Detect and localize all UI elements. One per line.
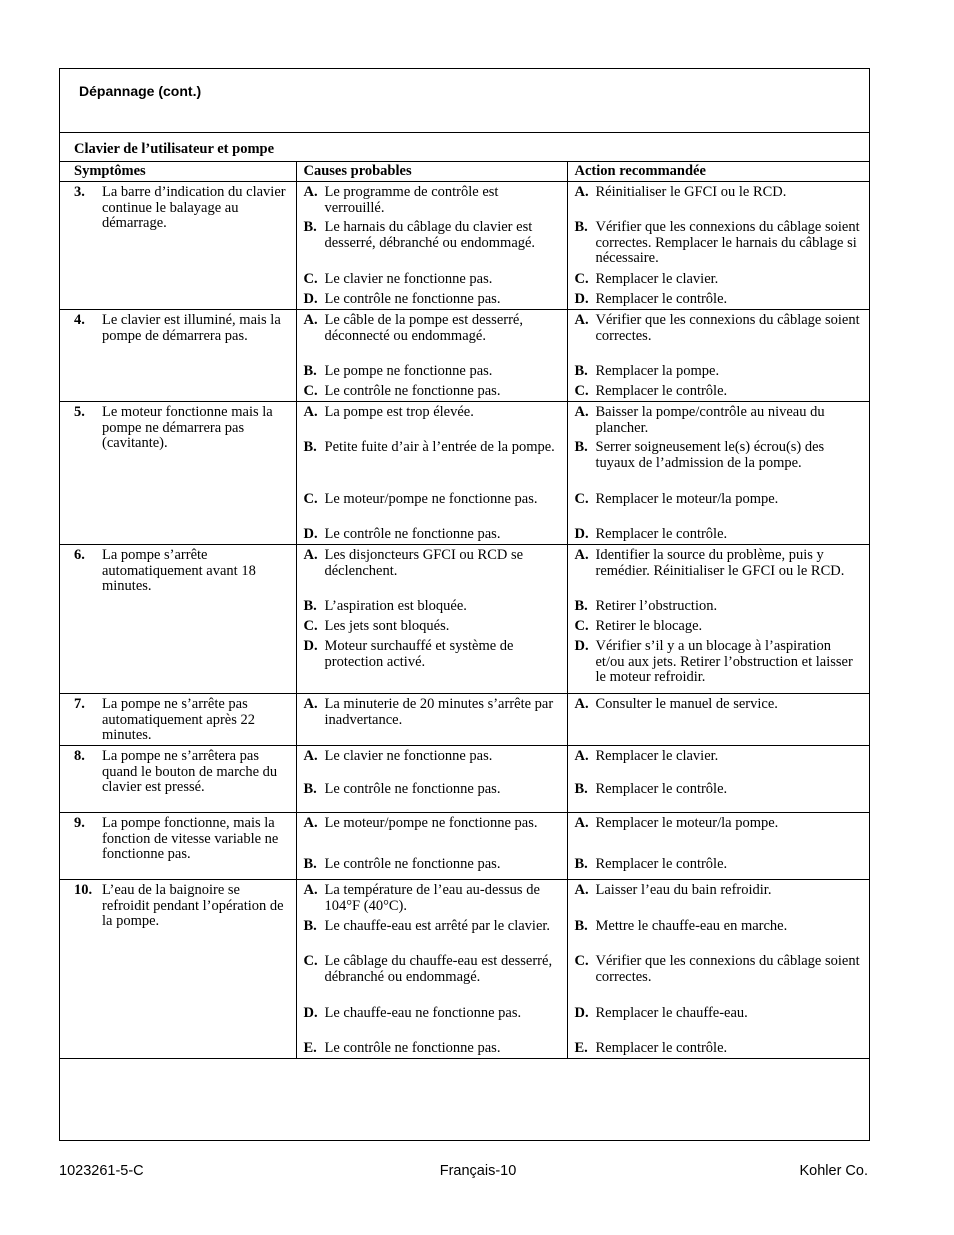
action-item xyxy=(568,545,870,596)
page-number: Français-10 xyxy=(439,1163,517,1179)
cause-item xyxy=(297,182,567,217)
column-header: Causes probables xyxy=(296,162,567,182)
actions-cell xyxy=(567,746,869,813)
item-text: Le pompe ne fonctionne pas. xyxy=(324,363,493,379)
symptom-cell xyxy=(60,694,296,746)
item-text: Le contrôle ne fonctionne pas. xyxy=(324,856,501,872)
action-item xyxy=(568,1003,870,1038)
item-letter: C. xyxy=(303,271,318,287)
item-letter: B. xyxy=(303,219,317,235)
table-row xyxy=(60,402,869,545)
action-item xyxy=(568,489,870,524)
item-text: Le contrôle ne fonctionne pas. xyxy=(324,781,501,797)
actions-cell xyxy=(567,813,869,880)
cause-item xyxy=(297,402,567,437)
causes-cell xyxy=(296,813,567,880)
item-letter: A. xyxy=(303,184,318,200)
item-text: Serrer soigneusement le(s) écrou(s) des tuyaux de l’admission de la pompe. xyxy=(595,439,825,471)
actions-cell xyxy=(567,545,869,694)
row-number: 8. xyxy=(74,748,85,764)
item-text: Le moteur/pompe ne fonctionne pas. xyxy=(324,815,538,831)
symptom-cell xyxy=(60,746,296,813)
item-text: Le câble de la pompe est desserré, déconnecté ou endommagé. xyxy=(324,312,523,344)
row-number: 7. xyxy=(74,696,85,712)
section-title: Clavier de l’utilisateur et pompe xyxy=(74,141,275,157)
item-text: La température de l’eau au-dessus de 104°F (40°C). xyxy=(324,882,540,914)
actions-cell xyxy=(567,182,869,310)
item-letter: B. xyxy=(574,439,588,455)
cause-item xyxy=(297,524,567,544)
action-item xyxy=(568,289,870,309)
item-letter: D. xyxy=(574,526,589,542)
action-item xyxy=(568,361,870,381)
item-letter: A. xyxy=(303,696,318,712)
action-item xyxy=(568,854,870,879)
item-text: Remplacer le chauffe-eau. xyxy=(595,1005,748,1021)
action-item xyxy=(568,916,870,951)
cause-item xyxy=(297,854,567,879)
item-text: Mettre le chauffe-eau en marche. xyxy=(595,918,788,934)
cause-item xyxy=(297,916,567,951)
item-text: L’aspiration est bloquée. xyxy=(324,598,467,614)
item-letter: B. xyxy=(303,439,317,455)
item-text: Remplacer le contrôle. xyxy=(595,526,728,542)
cause-item xyxy=(297,951,567,1003)
item-letter: A. xyxy=(574,404,589,420)
cause-item xyxy=(297,381,567,401)
actions-cell xyxy=(567,310,869,402)
symptom-text: L’eau de la baignoire se refroidit pendant l’opération de la pompe. xyxy=(102,882,284,929)
cause-item xyxy=(297,746,567,779)
cause-item xyxy=(297,489,567,524)
item-letter: C. xyxy=(574,383,589,399)
symptom-text: Le clavier est illuminé, mais la pompe de démarrera pas. xyxy=(102,312,281,344)
item-letter: C. xyxy=(574,618,589,634)
action-item xyxy=(568,746,870,779)
symptom-cell xyxy=(60,880,296,1059)
symptom-text: La pompe s’arrête automatiquement avant 18 minutes. xyxy=(102,547,256,594)
table-row xyxy=(60,880,869,1059)
action-item xyxy=(568,182,870,217)
item-letter: A. xyxy=(574,312,589,328)
troubleshooting-table xyxy=(60,161,869,1059)
item-text: La minuterie de 20 minutes s’arrête par inadvertance. xyxy=(324,696,554,728)
cause-item xyxy=(297,636,567,693)
table-row xyxy=(60,310,869,402)
item-text: Vérifier que les connexions du câblage soient correctes. xyxy=(595,953,860,985)
company-name: Kohler Co. xyxy=(799,1163,868,1179)
actions-cell xyxy=(567,402,869,545)
table-header-row xyxy=(60,162,869,182)
symptom-cell xyxy=(60,402,296,545)
item-letter: B. xyxy=(574,856,588,872)
item-letter: B. xyxy=(303,918,317,934)
item-text: Réinitialiser le GFCI ou le RCD. xyxy=(595,184,787,200)
row-number: 3. xyxy=(74,184,85,200)
action-item xyxy=(568,779,870,812)
item-letter: B. xyxy=(574,363,588,379)
item-letter: C. xyxy=(303,618,318,634)
item-letter: C. xyxy=(303,383,318,399)
item-letter: B. xyxy=(303,598,317,614)
item-text: Le contrôle ne fonctionne pas. xyxy=(324,383,501,399)
symptom-text: La pompe ne s’arrête pas automatiquement après 22 minutes. xyxy=(102,696,256,743)
column-header: Action recommandée xyxy=(567,162,869,182)
action-item xyxy=(568,381,870,401)
row-number: 9. xyxy=(74,815,85,831)
symptom-text: La barre d’indication du clavier continue le balayage au démarrage. xyxy=(102,184,286,231)
item-text: Remplacer le moteur/la pompe. xyxy=(595,815,779,831)
causes-cell xyxy=(296,310,567,402)
column-header: Symptômes xyxy=(60,162,296,182)
action-item xyxy=(568,694,870,745)
item-text: La pompe est trop élevée. xyxy=(324,404,474,420)
row-number: 6. xyxy=(74,547,85,563)
cause-item xyxy=(297,310,567,361)
item-text: Les jets sont bloqués. xyxy=(324,618,450,634)
action-item xyxy=(568,880,870,916)
cause-item xyxy=(297,545,567,596)
item-letter: A. xyxy=(303,404,318,420)
action-item xyxy=(568,402,870,437)
action-item xyxy=(568,813,870,854)
item-text: Le clavier ne fonctionne pas. xyxy=(324,271,493,287)
causes-cell xyxy=(296,880,567,1059)
action-item xyxy=(568,1038,870,1058)
action-item xyxy=(568,269,870,289)
item-letter: A. xyxy=(574,815,589,831)
actions-cell xyxy=(567,880,869,1059)
item-text: Le programme de contrôle est verrouillé. xyxy=(324,184,499,216)
item-letter: B. xyxy=(303,781,317,797)
action-item xyxy=(568,616,870,636)
item-text: Le contrôle ne fonctionne pas. xyxy=(324,291,501,307)
table-row xyxy=(60,182,869,310)
item-letter: B. xyxy=(303,856,317,872)
cause-item xyxy=(297,361,567,381)
item-text: Identifier la source du problème, puis y remédier. Réinitialiser le GFCI ou le RCD. xyxy=(595,547,845,579)
table-row xyxy=(60,694,869,746)
symptom-cell xyxy=(60,310,296,402)
row-number: 5. xyxy=(74,404,85,420)
item-text: Vérifier s’il y a un blocage à l’aspiration et/ou aux jets. Retirer l’obstruction et laisser le moteur refroidir. xyxy=(595,638,853,685)
item-letter: C. xyxy=(574,491,589,507)
item-text: Remplacer le contrôle. xyxy=(595,856,728,872)
item-text: Remplacer le contrôle. xyxy=(595,291,728,307)
item-text: Retirer l’obstruction. xyxy=(595,598,718,614)
item-letter: D. xyxy=(574,638,589,654)
cause-item xyxy=(297,616,567,636)
item-letter: A. xyxy=(574,696,589,712)
divider xyxy=(60,132,869,133)
item-letter: D. xyxy=(303,1005,318,1021)
item-letter: B. xyxy=(574,219,588,235)
causes-cell xyxy=(296,402,567,545)
item-text: Le chauffe-eau est arrêté par le clavier. xyxy=(324,918,551,934)
item-letter: A. xyxy=(303,815,318,831)
item-letter: E. xyxy=(574,1040,588,1056)
document-number: 1023261-5-C xyxy=(59,1163,144,1179)
row-number: 10. xyxy=(74,882,93,898)
item-letter: D. xyxy=(574,1005,589,1021)
page-title: Dépannage (cont.) xyxy=(79,83,202,99)
item-text: Remplacer la pompe. xyxy=(595,363,720,379)
action-item xyxy=(568,310,870,361)
symptom-cell xyxy=(60,182,296,310)
cause-item xyxy=(297,217,567,269)
item-text: Vérifier que les connexions du câblage soient correctes. xyxy=(595,312,860,344)
cause-item xyxy=(297,1003,567,1038)
symptom-text: La pompe ne s’arrêtera pas quand le bouton de marche du clavier est pressé. xyxy=(102,748,278,795)
item-text: Consulter le manuel de service. xyxy=(595,696,778,712)
symptom-cell xyxy=(60,813,296,880)
item-letter: D. xyxy=(303,526,318,542)
item-text: Moteur surchauffé et système de protection activé. xyxy=(324,638,514,670)
causes-cell xyxy=(296,182,567,310)
cause-item xyxy=(297,813,567,854)
cause-item xyxy=(297,694,567,745)
item-letter: B. xyxy=(574,918,588,934)
item-letter: C. xyxy=(303,491,318,507)
item-letter: C. xyxy=(574,953,589,969)
item-letter: E. xyxy=(303,1040,317,1056)
cause-item xyxy=(297,437,567,489)
action-item xyxy=(568,636,870,693)
item-letter: A. xyxy=(574,184,589,200)
cause-item xyxy=(297,289,567,309)
item-text: Le contrôle ne fonctionne pas. xyxy=(324,526,501,542)
cause-item xyxy=(297,596,567,616)
item-letter: C. xyxy=(303,953,318,969)
action-item xyxy=(568,437,870,489)
item-letter: D. xyxy=(303,291,318,307)
item-text: Vérifier que les connexions du câblage soient correctes. Remplacer le harnais du câblage si nécessaire. xyxy=(595,219,860,266)
symptom-text: Le moteur fonctionne mais la pompe ne démarrera pas (cavitante). xyxy=(102,404,273,451)
item-letter: A. xyxy=(303,882,318,898)
item-text: Remplacer le moteur/la pompe. xyxy=(595,491,779,507)
item-text: Le moteur/pompe ne fonctionne pas. xyxy=(324,491,538,507)
item-text: Remplacer le clavier. xyxy=(595,748,719,764)
item-text: Retirer le blocage. xyxy=(595,618,703,634)
item-letter: D. xyxy=(574,291,589,307)
item-text: Les disjoncteurs GFCI ou RCD se déclenchent. xyxy=(324,547,524,579)
item-text: Petite fuite d’air à l’entrée de la pompe. xyxy=(324,439,555,455)
item-text: Remplacer le contrôle. xyxy=(595,383,728,399)
cause-item xyxy=(297,1038,567,1058)
causes-cell xyxy=(296,694,567,746)
item-text: Le câblage du chauffe-eau est desserré, débranché ou endommagé. xyxy=(324,953,553,985)
item-letter: B. xyxy=(574,781,588,797)
causes-cell xyxy=(296,746,567,813)
cause-item xyxy=(297,779,567,812)
item-text: Remplacer le contrôle. xyxy=(595,781,728,797)
action-item xyxy=(568,596,870,616)
troubleshooting-frame xyxy=(59,68,870,1141)
table-row xyxy=(60,813,869,880)
cause-item xyxy=(297,269,567,289)
item-text: Remplacer le clavier. xyxy=(595,271,719,287)
item-text: Baisser la pompe/contrôle au niveau du plancher. xyxy=(595,404,825,436)
symptom-text: La pompe fonctionne, mais la fonction de vitesse variable ne fonctionne pas. xyxy=(102,815,279,862)
item-letter: A. xyxy=(303,748,318,764)
item-letter: A. xyxy=(574,748,589,764)
cause-item xyxy=(297,880,567,916)
item-text: Laisser l’eau du bain refroidir. xyxy=(595,882,772,898)
item-text: Le harnais du câblage du clavier est desserré, débranché ou endommagé. xyxy=(324,219,536,251)
actions-cell xyxy=(567,694,869,746)
item-letter: C. xyxy=(574,271,589,287)
item-text: Le contrôle ne fonctionne pas. xyxy=(324,1040,501,1056)
table-row xyxy=(60,746,869,813)
row-number: 4. xyxy=(74,312,85,328)
item-letter: A. xyxy=(574,547,589,563)
item-text: Le chauffe-eau ne fonctionne pas. xyxy=(324,1005,522,1021)
item-letter: A. xyxy=(574,882,589,898)
item-letter: A. xyxy=(303,547,318,563)
action-item xyxy=(568,524,870,544)
item-letter: D. xyxy=(303,638,318,654)
table-row xyxy=(60,545,869,694)
item-letter: B. xyxy=(303,363,317,379)
item-letter: A. xyxy=(303,312,318,328)
symptom-cell xyxy=(60,545,296,694)
item-letter: B. xyxy=(574,598,588,614)
item-text: Le clavier ne fonctionne pas. xyxy=(324,748,493,764)
action-item xyxy=(568,217,870,269)
item-text: Remplacer le contrôle. xyxy=(595,1040,728,1056)
causes-cell xyxy=(296,545,567,694)
action-item xyxy=(568,951,870,1003)
